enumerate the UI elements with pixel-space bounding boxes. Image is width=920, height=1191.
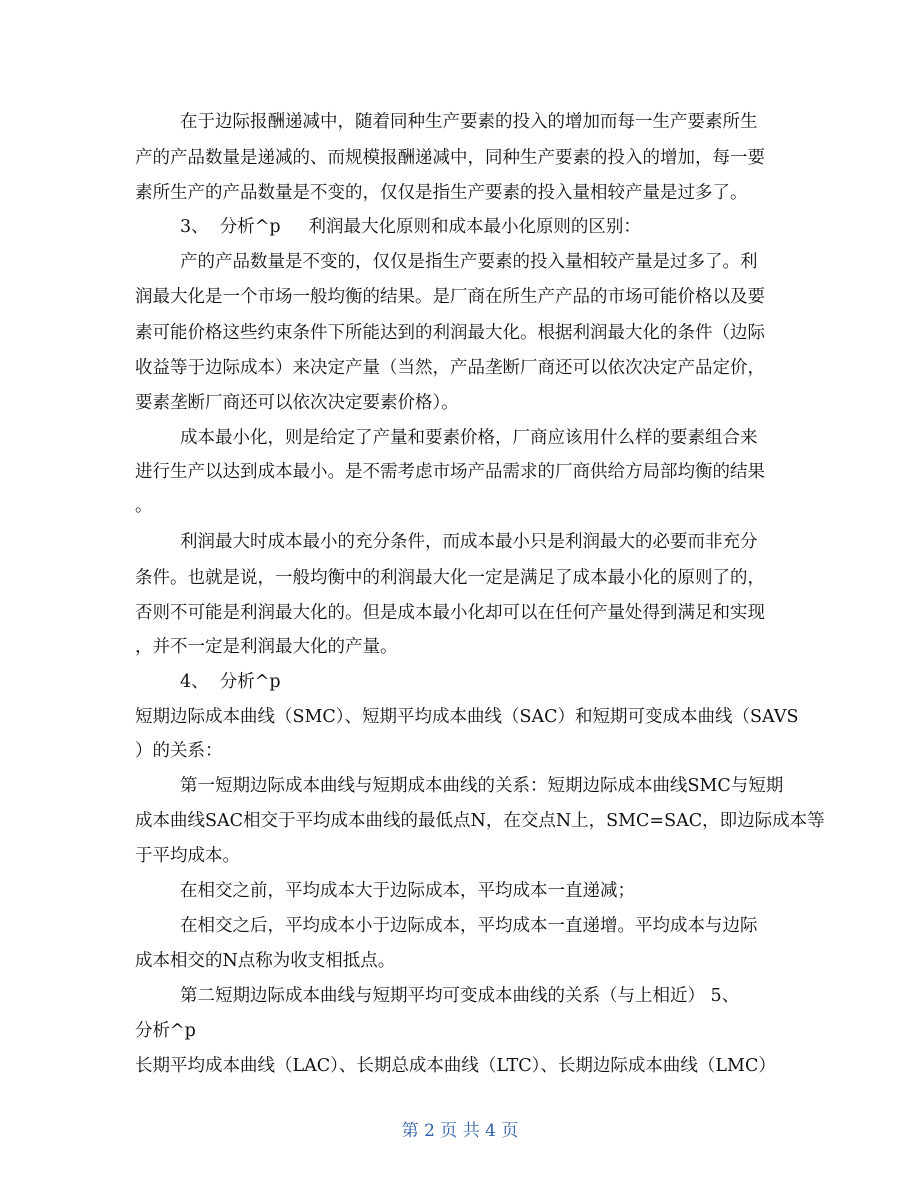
text-line: 第二短期边际成本曲线与短期平均可变成本曲线的关系（与上相近） 5、 [180,986,740,1006]
text-line: ）的关系： [135,741,223,761]
text-line: 否则不可能是利润最大化的。但是成本最小化却可以在任何产量处得到满足和实现 [135,603,765,623]
page-number-footer: 第 2 页 共 4 页 [401,1121,519,1141]
text-line: 素所生产的产品数量是不变的，仅仅是指生产要素的投入量相较产量是过多了。 [135,183,748,203]
text-line: 条件。也就是说，一般均衡中的利润最大化一定是满足了成本最小化的原则了的， [135,568,765,588]
text-line: 长期平均成本曲线（LAC）、长期总成本曲线（LTC）、长期边际成本曲线（LMC） [135,1056,776,1076]
text-line: 收益等于边际成本）来决定产量（当然，产品垄断厂商还可以依次决定产品定价， [135,358,765,378]
text-line: 利润最大时成本最小的充分条件，而成本最小只是利润最大的必要而非充分 [180,532,758,552]
text-line: 于平均成本。 [135,846,240,866]
text-line: 进行生产以达到成本最小。是不需考虑市场产品需求的厂商供给方局部均衡的结果 [135,462,765,482]
text-line: 产的产品数量是递减的、而规模报酬递减中，同种生产要素的投入的增加，每一要 [135,148,765,168]
text-line: 分析^p [135,1021,196,1041]
text-line: 在相交之后，平均成本小于边际成本，平均成本一直递增。平均成本与边际 [180,916,758,936]
text-line: 。 [135,496,153,516]
text-line: 润最大化是一个市场一般均衡的结果。是厂商在所生产产品的市场可能价格以及要 [135,287,765,307]
text-line: 在相交之前，平均成本大于边际成本，平均成本一直递减； [180,881,635,901]
section-heading-3: 3、 分析^p 利润最大化原则和成本最小化原则的区别： [180,217,641,237]
text-line: 要素垄断厂商还可以依次决定要素价格）。 [135,393,459,413]
section-heading-4: 4、 分析^p [180,672,281,692]
text-line: 短期边际成本曲线（SMC）、短期平均成本曲线（SAC）和短期可变成本曲线（SAVS [135,707,799,727]
text-line: 素可能价格这些约束条件下所能达到的利润最大化。根据利润最大化的条件（边际 [135,323,765,343]
text-line: 成本曲线SAC相交于平均成本曲线的最低点N，在交点N上，SMC=SAC，即边际成本等 [135,811,825,831]
text-line: 第一短期边际成本曲线与短期成本曲线的关系：短期边际成本曲线SMC与短期 [180,776,784,796]
text-line: 成本最小化，则是给定了产量和要素价格，厂商应该用什么样的要素组合来 [180,428,758,448]
text-line: 成本相交的N点称为收支相抵点。 [135,951,396,971]
text-line: 在于边际报酬递减中，随着同种生产要素的投入的增加而每一生产要素所生 [180,112,758,132]
text-line: ，并不一定是利润最大化的产量。 [135,637,398,657]
text-line: 产的产品数量是不变的，仅仅是指生产要素的投入量相较产量是过多了。利 [180,252,758,272]
